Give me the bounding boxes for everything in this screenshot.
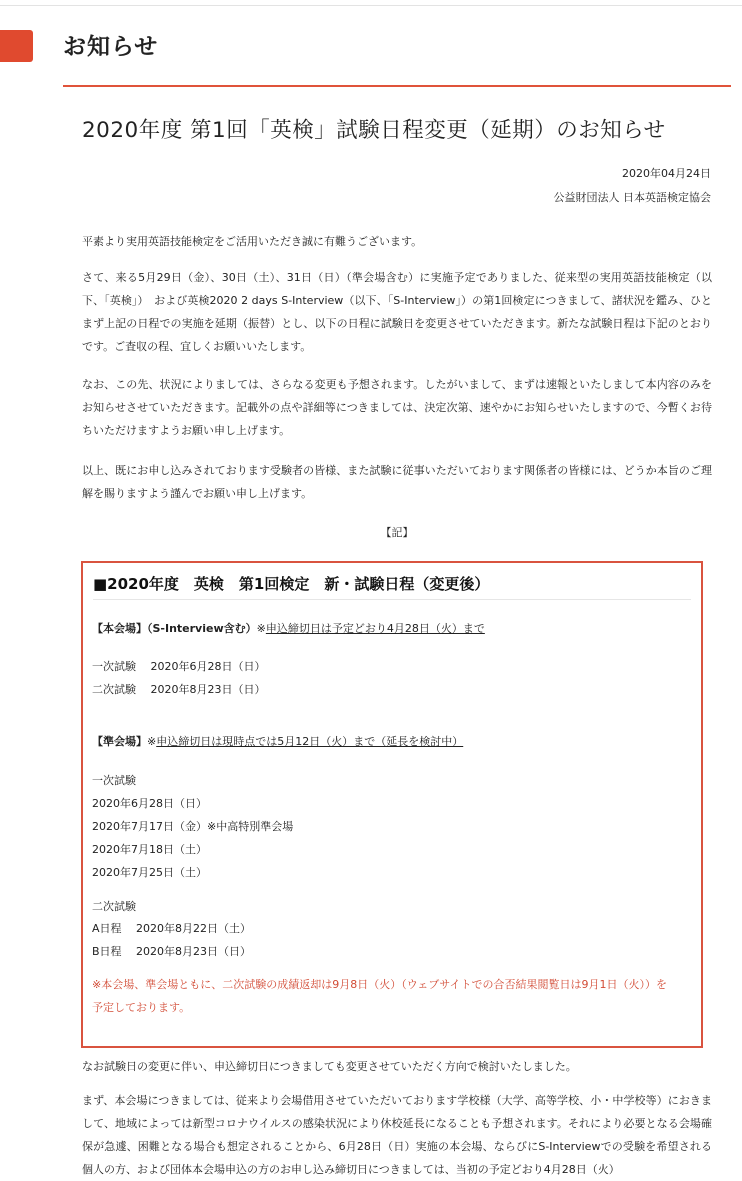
sub-venue-second-b: B日程 2020年8月23日（日） bbox=[92, 945, 252, 958]
paragraph-main-venue-details: まず、本会場につきましては、従来より会場借用させていただいております学校様（大学、高等学校、小・中学校等）におきまして、地域によっては新型コロナウイルスの感染状況により休校延長になることも予想されます。それにより必要となる会場確保が急遽、困難となる場合も想定されることから、6月28日（日）実施の本会場、ならびにS-Interviewでの受験を希望される個人の方、および団体本会場申込の方のお申し込み締切日につきましては、当初の予定どおり4月28日（火） bbox=[82, 1094, 712, 1176]
sub-venue-label: 【準会場】 bbox=[92, 735, 147, 748]
article-title: 2020年度 第1回「英検」試験日程変更（延期）のお知らせ bbox=[82, 118, 666, 143]
top-divider bbox=[0, 5, 742, 6]
sub-venue-first-date: 2020年7月18日（土） bbox=[92, 843, 207, 856]
results-note: ※本会場、準会場ともに、二次試験の成績返却は9月8日（火）（ウェブサイトでの合否結果閲覧日は9月1日（火））を予定しております。 bbox=[92, 978, 667, 1014]
sub-venue-mark: ※ bbox=[147, 735, 157, 748]
schedule-box bbox=[81, 561, 703, 1048]
news-article bbox=[63, 85, 731, 1176]
publisher-name: 公益財団法人 日本英語検定協会 bbox=[553, 191, 711, 204]
main-venue-line bbox=[92, 621, 485, 637]
sub-venue-first-date: 2020年6月28日（日） bbox=[92, 797, 207, 810]
publish-date: 2020年04月24日 bbox=[622, 167, 711, 180]
section-accent-marker bbox=[0, 30, 33, 62]
main-venue-first-exam: 一次試験 2020年6月28日（日） bbox=[92, 660, 266, 673]
paragraph-future-changes: なお、この先、状況によりましては、さらなる変更も予想されます。したがいまして、まずは速報といたしまして本内容のみをお知らせさせていただきます。記載外の点や詳細等につきましては、決定次第、速やかにお知らせいたしますので、今暫くお待ちいただけますようお願い申し上げます。 bbox=[82, 378, 712, 437]
main-venue-label: 【本会場】（S-Interview含む） bbox=[92, 622, 257, 635]
sub-venue-first-date: 2020年7月17日（金）※中高特別準会場 bbox=[92, 820, 294, 833]
sub-venue-first-date: 2020年7月25日（土） bbox=[92, 866, 207, 879]
sub-venue-first-label: 一次試験 bbox=[92, 774, 136, 787]
paragraph-greeting: 平素より実用英語技能検定をご活用いただき誠に有難うございます。 bbox=[82, 235, 423, 248]
main-venue-mark: ※ bbox=[256, 622, 266, 635]
paragraph-deadline-change: なお試験日の変更に伴い、申込締切日につきましても変更させていただく方向で検討いたしました。 bbox=[82, 1060, 577, 1073]
schedule-box-title: ■2020年度 英検 第1回検定 新・試験日程（変更後） bbox=[93, 573, 691, 600]
main-venue-deadline: 申込締切日は予定どおり4月28日（火）まで bbox=[265, 622, 485, 635]
sub-venue-second-label: 二次試験 bbox=[92, 900, 136, 913]
sub-venue-line bbox=[92, 734, 463, 750]
section-title: お知らせ bbox=[63, 34, 159, 60]
sub-venue-deadline: 申込締切日は現時点では5月12日（火）まで（延長を検討中） bbox=[156, 735, 464, 748]
paragraph-apology: 以上、既にお申し込みされております受験者の皆様、また試験に従事いただいております関係者の皆様には、どうか本旨のご理解を賜りますよう謹んでお願い申し上げます。 bbox=[82, 464, 712, 500]
notes-heading: 【記】 bbox=[380, 526, 414, 539]
main-venue-second-exam: 二次試験 2020年8月23日（日） bbox=[92, 683, 266, 696]
paragraph-announcement: さて、来る5月29日（金）、30日（土）、31日（日）（準会場含む）に実施予定でありました、従来型の実用英語技能検定（以下、「英検」） および英検2020 2 days S-Interview（以下、「S-Interview」）の第1回検定につきまして、諸状況を鑑み、ひとまず上記の日程での実施を延期（振替）とし、以下の日程に試験日を変更させていただきます。新たな試験日程は下記のとおりです。ご査収の程、宜しくお願いいたします。 bbox=[82, 271, 713, 353]
sub-venue-second-a: A日程 2020年8月22日（土） bbox=[92, 922, 252, 935]
